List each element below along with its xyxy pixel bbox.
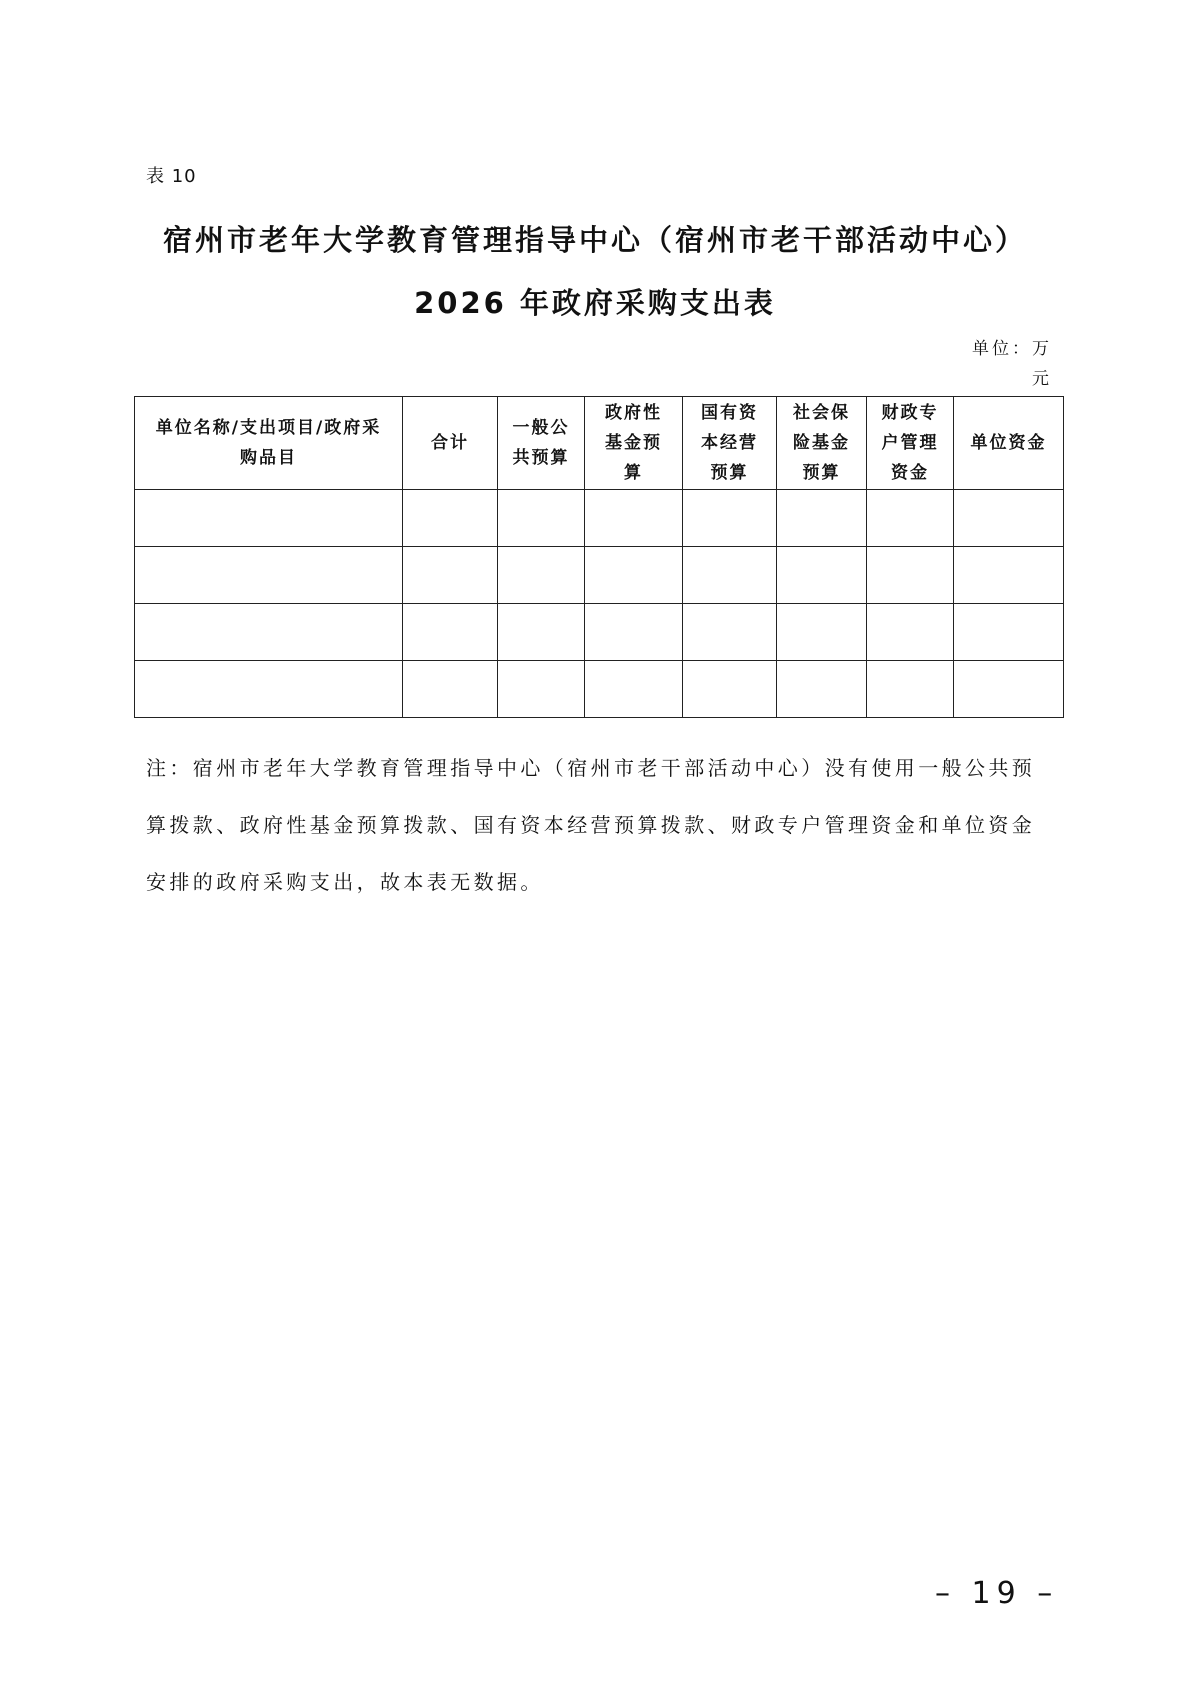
header-cell-fund-budget: 政府性基金预算: [585, 397, 683, 490]
table-row: [135, 661, 1064, 718]
table-cell: [954, 547, 1064, 604]
table-cell: [777, 661, 867, 718]
table-cell: [867, 547, 954, 604]
table-cell: [867, 661, 954, 718]
table-cell: [585, 490, 683, 547]
table-cell: [403, 604, 498, 661]
table-cell: [954, 661, 1064, 718]
header-cell-special-account-funds: 财政专户管理资金: [867, 397, 954, 490]
table-cell: [954, 604, 1064, 661]
table-number: 表 10: [146, 166, 197, 187]
table-cell: [683, 661, 777, 718]
table-cell: [777, 547, 867, 604]
table-row: [135, 490, 1064, 547]
table-row: [135, 604, 1064, 661]
header-cell-total: 合计: [403, 397, 498, 490]
header-cell-unit-name: 单位名称/支出项目/政府采购品目: [135, 397, 403, 490]
table-cell: [867, 604, 954, 661]
table-cell: [683, 547, 777, 604]
table-cell: [498, 661, 585, 718]
table-cell: [403, 547, 498, 604]
table-cell: [135, 661, 403, 718]
table-cell: [954, 490, 1064, 547]
table-cell: [683, 490, 777, 547]
table-cell: [498, 547, 585, 604]
table-cell: [498, 604, 585, 661]
table-cell: [135, 604, 403, 661]
page-number: – 19 –: [935, 1576, 1059, 1611]
table-row: [135, 547, 1064, 604]
header-cell-general-budget: 一般公共预算: [498, 397, 585, 490]
table-cell: [585, 661, 683, 718]
table-cell: [403, 661, 498, 718]
table-cell: [683, 604, 777, 661]
table-cell: [498, 490, 585, 547]
header-cell-social-insurance-budget: 社会保险基金预算: [777, 397, 867, 490]
header-cell-unit-funds: 单位资金: [954, 397, 1064, 490]
page-title-line-1: 宿州市老年大学教育管理指导中心（宿州市老干部活动中心）: [162, 223, 1027, 257]
table-cell: [135, 490, 403, 547]
procurement-table: [134, 396, 1064, 718]
table-cell: [777, 490, 867, 547]
table-cell: [403, 490, 498, 547]
header-cell-state-capital-budget: 国有资本经营预算: [683, 397, 777, 490]
table-cell: [585, 547, 683, 604]
table-cell: [867, 490, 954, 547]
header-row: [135, 397, 1064, 490]
page-title-line-2: 2026 年政府采购支出表: [414, 286, 776, 320]
table-cell: [135, 547, 403, 604]
unit-label: 单位：万元: [972, 339, 1052, 389]
table-cell: [777, 604, 867, 661]
table-note: 注：宿州市老年大学教育管理指导中心（宿州市老干部活动中心）没有使用一般公共预算拨款、政府性基金预算拨款、国有资本经营预算拨款、财政专户管理资金和单位资金安排的政府采购支出，故本表无数据。: [146, 756, 1036, 894]
table-cell: [585, 604, 683, 661]
